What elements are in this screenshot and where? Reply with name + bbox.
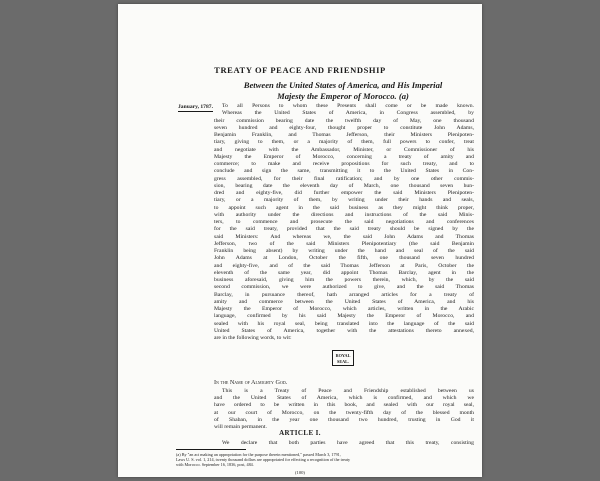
text-line: sion, bearing date the eleventh day of March, one thousand seven hun- [214,182,474,189]
footnote-line: Laws U. S. vol. 1, 214, twenty thousand dollars are appropriated for effecting a recognition of the treaty [176,457,351,463]
text-line: said Ministers: And whereas we, the said John Adams and Thomas [214,233,474,240]
text-line: seven hundred and eighty-four, thought proper to constitute John Adams, [214,124,474,131]
text-line: eleventh of the same year, did appoint Thomas Barclay, agent in the [214,269,474,276]
text-line: Benjamin Franklin, and Thomas Jefferson, their Ministers Plenipoten- [214,132,474,138]
text-line: tiary, giving to them, or a majority of them, full powers to confer, treat [214,139,474,146]
text-line: their commission bearing date the twelfth day of May, one thousand [214,117,474,124]
text-line: gress assembled, for their final ratification; and by one other commis- [214,175,474,182]
text-line: for the said treaty, provided that the said treaty should be signed by the [214,226,474,233]
text-line: Jefferson, two of the said Ministers Plenipotentiary (the said Benjamin [214,240,474,247]
text-line: to appoint such agent in the said business as they might think proper, [214,204,474,211]
royal-seal-box [332,350,354,366]
text-line: Majesty the Emperor of Morocco, which articles, written in the Arabic [214,306,474,312]
text-line: sealed with his royal seal, being translated into the language of the said [214,320,474,327]
treaty-title: TREATY OF PEACE AND FRIENDSHIP [214,65,386,75]
text-line: have ordered to be written in this book, and sealed with our royal seal, [214,402,474,409]
text-line: commerce; to make and receive propositions for such treaty, and to [214,161,474,167]
text-line: of Shaban, in the year one thousand two hundred, trusting in God it [214,416,474,423]
text-line: tiary, or a majority of them, by writing under their hands and seals, [214,197,474,204]
margin-date: January, 1787. [178,104,213,110]
footnote-rule [176,449,246,450]
treaty-preamble [214,103,474,342]
text-line: Franklin being absent) by writing under the hand and seal of the said [214,248,474,254]
footnote-line: (a) By "an act making an appropriation for the purpose therein mentioned," passed March 3, 1791, [176,452,341,457]
text-line: To all Persons to whom these Presents shall come or be made known. [222,103,474,109]
seal-label: ROYAL [335,353,351,358]
text-line: conclude and sign the same, transmitting it to the United States in Con- [214,168,474,175]
text-line: language, confirmed by his said Majesty the Emperor of Morocco, and [214,313,474,320]
text-line: dred and eighty-five, did further empower the said Ministers Plenipoten- [214,190,474,196]
document-page [118,4,482,477]
article-text: We declare that both parties have agreed that this treaty, consisting [222,440,474,446]
footnote-line: with Morocco. September 16, 1836, post, 484. [176,462,254,468]
text-line: business aforesaid, giving him the powers therein, which, by the said [214,277,474,283]
text-line: at our court of Morocco, on the twenty-fifth day of the blessed month [214,409,474,416]
invocation-line: In the Name of Almighty God. [214,379,288,386]
subtitle-line: Between the United States of America, and His Imperial [243,80,443,90]
text-line: are in the following words, to wit: [214,335,292,341]
text-line: Majesty the Emperor of Morocco, concerning a treaty of amity and [214,153,474,160]
text-line: United States of America, together with the attestations thereto annexed, [214,327,474,334]
subtitle-line: Majesty the Emperor of Morocco. (a) [277,91,409,101]
treaty-subtitle [212,80,474,102]
text-line: John Adams at London, October the fifth, one thousand seven hundred [214,255,474,262]
text-line: second commission, we were authorized to give, and the said Thomas [214,284,474,291]
page-number: (100) [295,470,305,475]
text-line: Barclay, in pursuance thereof, hath arranged articles for a treaty of [214,291,474,298]
seal-label: SEAL. [337,359,349,364]
text-line: and the United States of America, which is confirmed, and which we [214,395,474,402]
treaty-declaration [214,388,474,431]
footnote [176,452,474,468]
article-heading: ARTICLE I. [279,429,321,437]
text-line: amity and commerce between the United States of America, and his [214,298,474,305]
text-line: will remain permanent. [214,423,267,430]
text-line: with authority under the directions and instructions of the said Minis- [214,211,474,218]
text-line: Whereas the United States of America, in Congress assembled, by [222,110,474,117]
text-line: This is a Treaty of Peace and Friendship established between us [222,388,474,394]
text-line: and negotiate with the Ambassador, Minister, or Commissioner of his [214,146,474,153]
text-line: and eighty-five, and of the said Thomas Jefferson at Paris, October the [214,262,474,269]
text-line: ters, to commence and prosecute the said negotiations and conferences [214,219,474,225]
